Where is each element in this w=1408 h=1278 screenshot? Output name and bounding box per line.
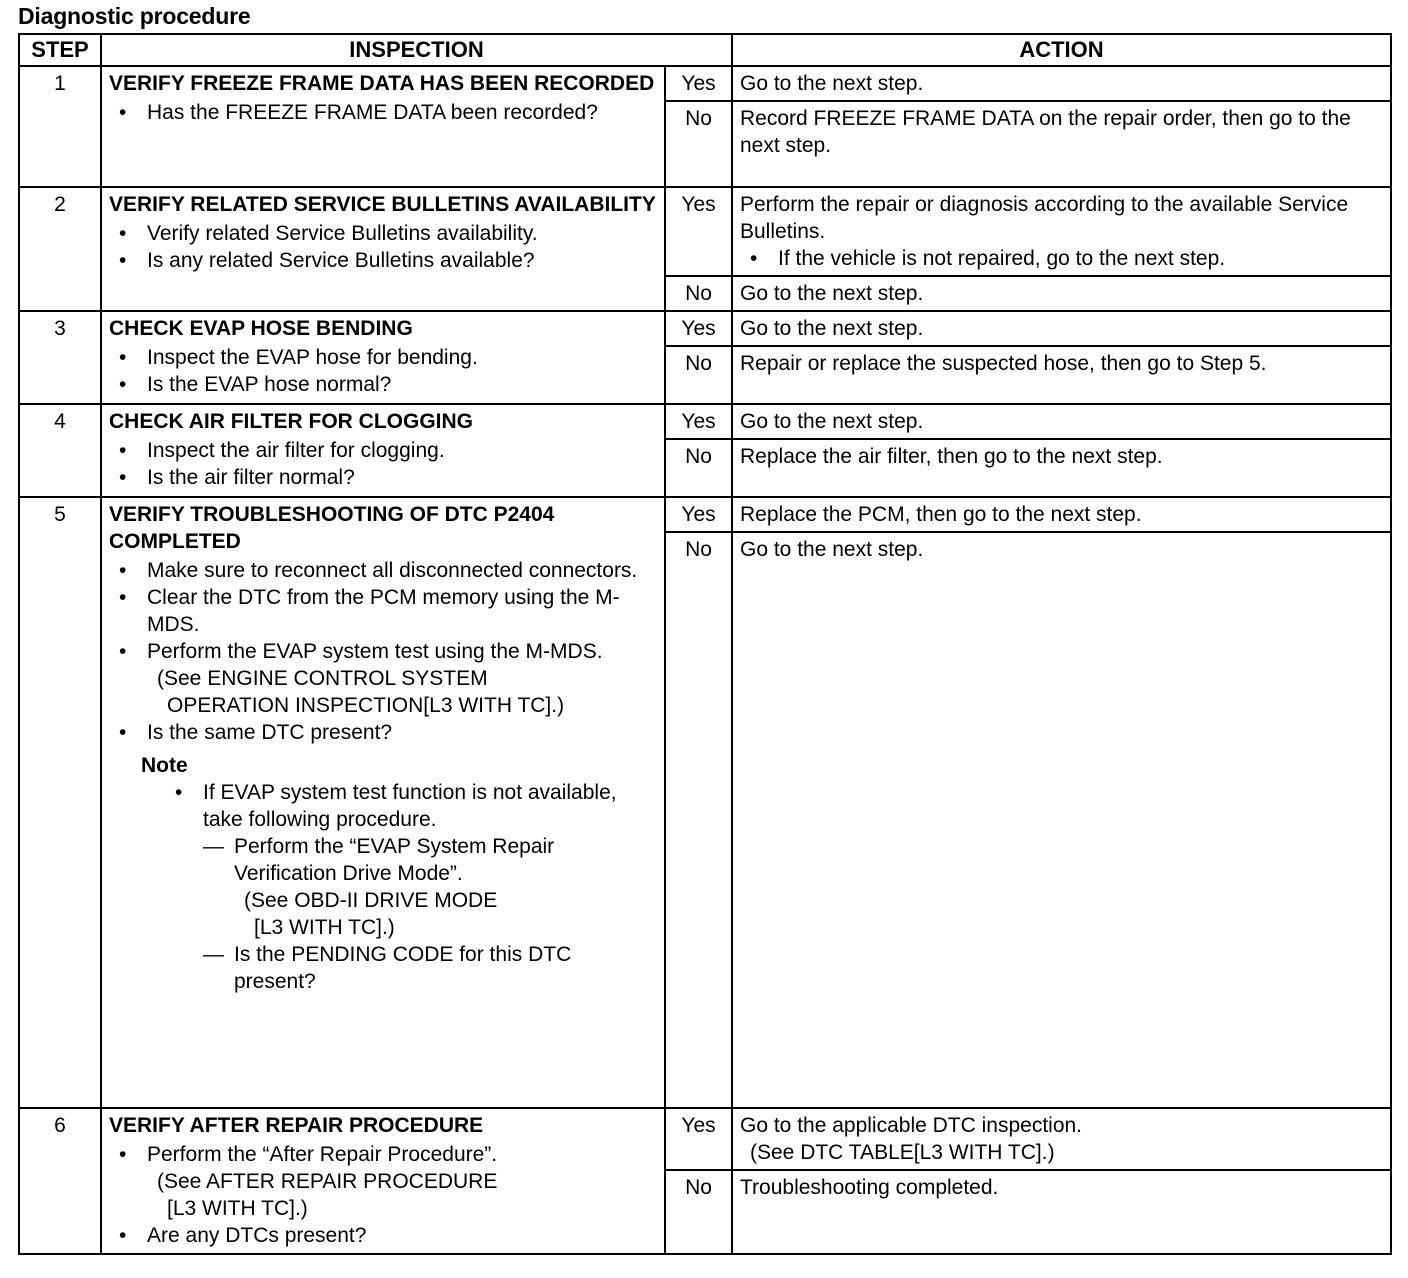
inspection-bullet: • Is the EVAP hose normal? [147, 371, 657, 398]
yes-action: Replace the PCM, then go to the next step. [732, 497, 1391, 532]
note-label: Note [141, 754, 188, 777]
yes-action-text: Go to the applicable DTC inspection. [740, 1114, 1083, 1137]
step-inspection [101, 311, 665, 404]
yes-label: Yes [665, 497, 732, 532]
yes-label: Yes [665, 404, 732, 439]
action-bullets [740, 245, 1383, 272]
yes-action: Go to the next step. [732, 66, 1391, 101]
note-bullet [203, 779, 657, 995]
inspection-bullets [109, 344, 657, 398]
yes-label: Yes [665, 311, 732, 346]
yes-label: Yes [665, 187, 732, 276]
step-heading: VERIFY FREEZE FRAME DATA HAS BEEN RECORDED [109, 72, 655, 95]
inspection-bullet: • Has the FREEZE FRAME DATA been recorded? [147, 99, 657, 126]
diagnostic-table [18, 33, 1392, 1255]
step-4-yes-row [19, 404, 1391, 439]
step-number: 4 [19, 404, 101, 497]
inspection-bullet: • Is the same DTC present? [147, 719, 657, 746]
no-label: No [665, 346, 732, 404]
action-bullet: • If the vehicle is not repaired, go to the next step. [778, 245, 1383, 272]
step-inspection [101, 497, 665, 1108]
inspection-bullet: • Clear the DTC from the PCM memory using the M-MDS. [147, 584, 657, 638]
inspection-bullets [109, 437, 657, 491]
step-number: 6 [19, 1108, 101, 1254]
yes-action: Go to the next step. [732, 404, 1391, 439]
step-inspection [101, 66, 665, 187]
inspection-bullets [109, 99, 657, 126]
no-label: No [665, 439, 732, 497]
no-action: Replace the air filter, then go to the next step. [732, 439, 1391, 497]
note-bullet-text: If EVAP system test function is not available, take following procedure. [203, 781, 617, 831]
yes-label: Yes [665, 66, 732, 101]
inspection-bullet [147, 638, 657, 719]
header-inspection: INSPECTION [101, 34, 732, 66]
step-5-yes-row [19, 497, 1391, 532]
step-3-yes-row [19, 311, 1391, 346]
no-label: No [665, 101, 732, 187]
inspection-bullet: • Make sure to reconnect all disconnected connectors. [147, 557, 657, 584]
step-heading: CHECK EVAP HOSE BENDING [109, 317, 413, 340]
no-action: Go to the next step. [732, 532, 1391, 1108]
no-label: No [665, 276, 732, 311]
inspection-bullet [147, 1141, 657, 1222]
step-inspection [101, 404, 665, 497]
step-inspection [101, 1108, 665, 1254]
note-dash-item: — Is the PENDING CODE for this DTC present? [234, 941, 657, 995]
see-reference-cont: OPERATION INSPECTION[L3 WITH TC].) [167, 694, 565, 717]
yes-action: Go to the next step. [732, 311, 1391, 346]
inspection-bullet: • Verify related Service Bulletins availability. [147, 220, 657, 247]
no-action: Record FREEZE FRAME DATA on the repair order, then go to the next step. [732, 101, 1391, 187]
inspection-bullets [109, 1141, 657, 1249]
inspection-bullet: • Inspect the air filter for clogging. [147, 437, 657, 464]
no-label: No [665, 532, 732, 1108]
header-row [19, 34, 1391, 66]
yes-action [732, 1108, 1391, 1170]
yes-label: Yes [665, 1108, 732, 1170]
inspection-bullet: • Is any related Service Bulletins available? [147, 247, 657, 274]
note-bullets [109, 779, 657, 995]
see-reference: (See AFTER REPAIR PROCEDURE [157, 1170, 498, 1193]
note-dash-text: Perform the “EVAP System Repair Verification Drive Mode”. [234, 835, 555, 885]
step-6-yes-row [19, 1108, 1391, 1170]
step-heading: VERIFY AFTER REPAIR PROCEDURE [109, 1114, 484, 1137]
step-1-yes-row [19, 66, 1391, 101]
step-inspection [101, 187, 665, 311]
yes-action [732, 187, 1391, 276]
see-reference: (See ENGINE CONTROL SYSTEM [157, 667, 488, 690]
page-title: Diagnostic procedure [18, 3, 251, 29]
header-action: ACTION [732, 34, 1391, 66]
no-action: Go to the next step. [732, 276, 1391, 311]
step-2-yes-row [19, 187, 1391, 276]
no-action: Repair or replace the suspected hose, then go to Step 5. [732, 346, 1391, 404]
step-number: 2 [19, 187, 101, 311]
inspection-bullet: • Inspect the EVAP hose for bending. [147, 344, 657, 371]
step-number: 1 [19, 66, 101, 187]
step-heading: VERIFY TROUBLESHOOTING OF DTC P2404 COMPLETED [109, 503, 555, 553]
inspection-bullets [109, 220, 657, 274]
see-reference-cont: [L3 WITH TC].) [167, 1197, 308, 1220]
inspection-bullet-text: Perform the “After Repair Procedure”. [147, 1143, 498, 1166]
see-reference-cont: [L3 WITH TC].) [254, 916, 395, 939]
inspection-bullet: • Is the air filter normal? [147, 464, 657, 491]
no-label: No [665, 1170, 732, 1254]
note-dash-item [234, 833, 657, 941]
yes-action-text: Perform the repair or diagnosis according to the available Service Bulletins. [740, 193, 1349, 243]
note-dash-list [203, 833, 657, 995]
see-reference: (See OBD-II DRIVE MODE [244, 889, 498, 912]
inspection-bullet-text: Perform the EVAP system test using the M-MDS. [147, 640, 603, 663]
no-action: Troubleshooting completed. [732, 1170, 1391, 1254]
step-heading: VERIFY RELATED SERVICE BULLETINS AVAILABILITY [109, 193, 656, 216]
step-heading: CHECK AIR FILTER FOR CLOGGING [109, 410, 473, 433]
inspection-bullets [109, 557, 657, 746]
see-reference: (See DTC TABLE[L3 WITH TC].) [750, 1141, 1055, 1164]
inspection-bullet: • Are any DTCs present? [147, 1222, 657, 1249]
header-step: STEP [19, 34, 101, 66]
step-number: 3 [19, 311, 101, 404]
step-number: 5 [19, 497, 101, 1108]
